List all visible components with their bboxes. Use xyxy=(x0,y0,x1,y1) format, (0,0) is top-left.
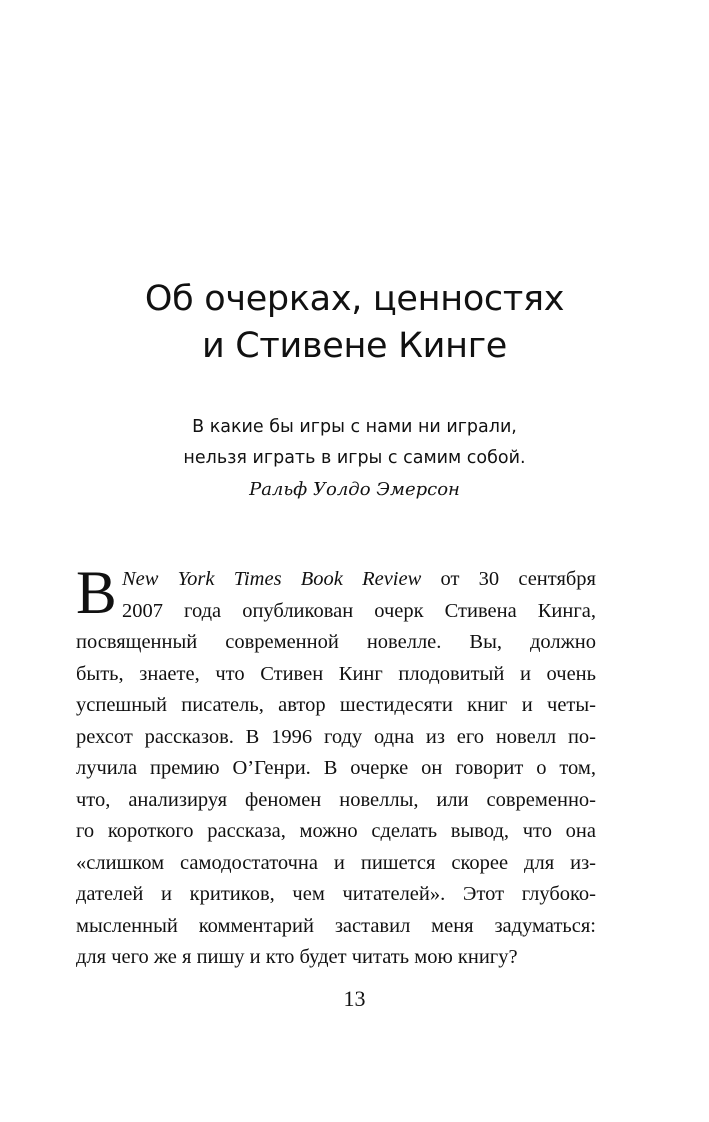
body-line-9: го короткого рассказа, можно сделать вывод, что она xyxy=(76,820,596,842)
body-line-10: «слишком самодостаточна и пишется скорее для из- xyxy=(76,851,596,874)
body-line-3: посвященный современной новелле. Вы, должно xyxy=(76,631,596,653)
body-paragraph xyxy=(76,560,596,974)
body-line-4: быть, знаете, что Стивен Кинг плодовитый и очень xyxy=(76,662,596,685)
publication-title: New York Times Book Review xyxy=(122,568,422,590)
chapter-title-line-1: Об очерках, ценностях xyxy=(144,279,565,319)
body-line-13: для чего же я пишу и кто будет читать мою книгу? xyxy=(76,946,518,968)
chapter-title xyxy=(0,276,709,370)
body-line-12: мысленный комментарий заставил меня задуматься: xyxy=(76,914,596,937)
body-line-6: рехсот рассказов. В 1996 году одна из его новелл по- xyxy=(76,725,596,748)
body-line-1-rest: от 30 сентября xyxy=(421,568,596,590)
drop-cap: В xyxy=(76,560,117,627)
epigraph-author: Ральф Уолдо Эмерсон xyxy=(249,479,460,500)
body-line-7: лучила премию О’Генри. В очерке он говорит о том, xyxy=(76,757,596,779)
body-line-1 xyxy=(76,564,596,596)
page-number: 13 xyxy=(343,986,366,1011)
epigraph-line-1: В какие бы игры с нами ни играли, xyxy=(192,417,517,437)
body-line-5: успешный писатель, автор шестидесяти книг и четы- xyxy=(76,694,596,716)
body-line-11: дателей и критиков, чем читателей». Этот глубоко- xyxy=(76,883,596,905)
body-line-8: что, анализируя феномен новеллы, или современно- xyxy=(76,788,596,811)
epigraph-line-2: нельзя играть в игры с самим собой. xyxy=(183,448,526,468)
body-line-2: 2007 года опубликован очерк Стивена Кинга, xyxy=(122,599,596,622)
epigraph xyxy=(0,412,709,505)
chapter-title-line-2: и Стивене Кинге xyxy=(201,326,508,366)
